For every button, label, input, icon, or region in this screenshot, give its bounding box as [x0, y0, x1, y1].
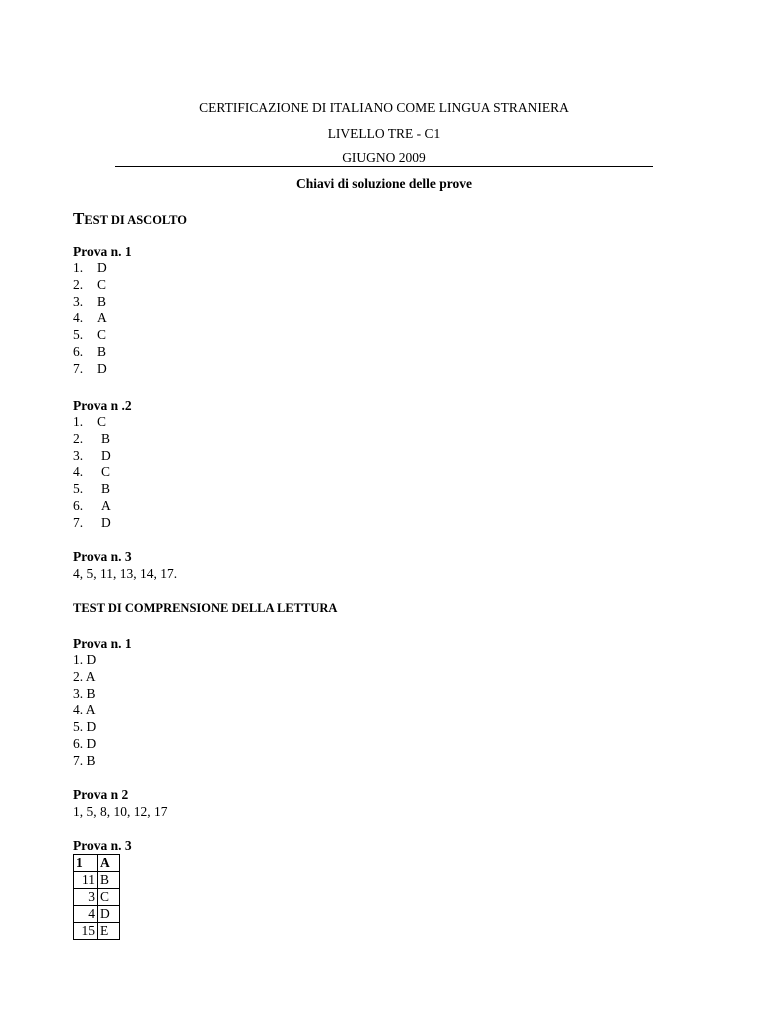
answer-item [73, 448, 132, 465]
answer-number: 3. [73, 447, 84, 463]
answer-item [73, 260, 132, 277]
answer-number: 1. [73, 260, 84, 275]
answer-number: 5. [73, 327, 84, 343]
answer-item [73, 361, 132, 378]
answer-item [73, 414, 132, 431]
ascolto-prova-1-answers [73, 260, 132, 378]
answer-item [73, 310, 132, 327]
answer-item: 6. D [73, 735, 97, 751]
section-ascolto-heading [73, 209, 187, 229]
ascolto-prova-3-title: Prova n. 3 [73, 549, 132, 564]
answer-letter: A [101, 497, 111, 513]
table-cell-letter: A [98, 855, 120, 872]
table-row [74, 923, 120, 940]
ascolto-prova-2-answers [73, 414, 132, 532]
answer-item [73, 515, 132, 532]
lettura-prova-3-table [73, 854, 120, 940]
answer-number: 4. [73, 310, 84, 326]
answer-letter: D [101, 447, 111, 463]
table-cell-letter: B [98, 872, 120, 889]
table-cell-number: 11 [74, 872, 98, 889]
section-ascolto-initial: T [73, 209, 85, 228]
answer-item: 7. B [73, 752, 96, 768]
ascolto-prova-1 [73, 243, 132, 378]
ascolto-prova-1-title: Prova n. 1 [73, 244, 132, 259]
lettura-prova-3 [73, 837, 132, 940]
document-subtitle: Chiavi di soluzione delle prove [295, 176, 472, 191]
section-ascolto-rest: EST DI ASCOLTO [84, 213, 187, 227]
answer-number: 3. [73, 293, 84, 309]
lettura-prova-1-title: Prova n. 1 [73, 636, 132, 651]
section-lettura-heading: TEST DI COMPRENSIONE DELLA LETTURA [73, 601, 338, 615]
ascolto-prova-2 [73, 397, 132, 532]
answer-item: 1. D [73, 652, 97, 667]
certification-title: CERTIFICAZIONE DI ITALIANO COME LINGUA STRANIERA [199, 100, 569, 115]
answer-item: 4. A [73, 702, 96, 718]
answer-item [73, 431, 132, 448]
table-row [74, 872, 120, 889]
answer-number: 7. [73, 360, 84, 376]
table-cell-number: 1 [74, 855, 98, 872]
answer-item: 3. B [73, 685, 96, 701]
answer-number: 6. [73, 497, 84, 513]
answer-letter: C [97, 414, 107, 429]
answer-number: 5. [73, 481, 84, 497]
answer-item [73, 277, 132, 294]
table-row [74, 889, 120, 906]
answer-letter: D [101, 514, 111, 530]
answer-item: 5. D [73, 719, 97, 735]
table-cell-letter: D [98, 906, 120, 923]
table-cell-number: 15 [74, 923, 98, 940]
lettura-prova-1 [73, 635, 132, 770]
answer-item [73, 344, 132, 361]
ascolto-prova-3 [73, 548, 177, 582]
session-date: GIUGNO 2009 [115, 150, 653, 167]
answer-item: 2. A [73, 668, 96, 684]
table-cell-letter: E [98, 923, 120, 940]
lettura-prova-2-answer: 1, 5, 8, 10, 12, 17 [73, 804, 168, 819]
table-cell-number: 3 [74, 889, 98, 906]
answer-letter: B [101, 430, 111, 446]
answer-item [73, 481, 132, 498]
table-row [74, 906, 120, 923]
answer-number: 2. [73, 276, 84, 292]
answer-letter: C [97, 327, 107, 343]
lettura-prova-1-answers [73, 652, 132, 770]
level-title: LIVELLO TRE - C1 [327, 126, 441, 141]
answer-letter: D [97, 260, 107, 275]
answer-item [73, 327, 132, 344]
lettura-prova-2 [73, 786, 168, 820]
lettura-prova-2-title: Prova n 2 [73, 787, 129, 802]
answer-letter: B [97, 343, 107, 359]
answer-number: 2. [73, 430, 84, 446]
answer-item [73, 498, 132, 515]
answer-letter: D [97, 360, 107, 376]
lettura-prova-3-title: Prova n. 3 [73, 838, 132, 853]
answer-number: 7. [73, 514, 84, 530]
table-cell-letter: C [98, 889, 120, 906]
answer-number: 4. [73, 464, 84, 480]
ascolto-prova-3-answer: 4, 5, 11, 13, 14, 17. [73, 566, 178, 581]
answer-letter: B [97, 293, 107, 309]
ascolto-prova-2-title: Prova n .2 [73, 398, 132, 413]
answer-item [73, 294, 132, 311]
answer-letter: A [97, 310, 107, 326]
answer-letter: C [97, 276, 107, 292]
answer-letter: B [101, 481, 111, 497]
table-row [74, 855, 120, 872]
table-cell-number: 4 [74, 906, 98, 923]
answer-item [73, 464, 132, 481]
answer-letter: C [101, 464, 111, 480]
answer-number: 1. [73, 414, 84, 429]
answer-number: 6. [73, 343, 84, 359]
